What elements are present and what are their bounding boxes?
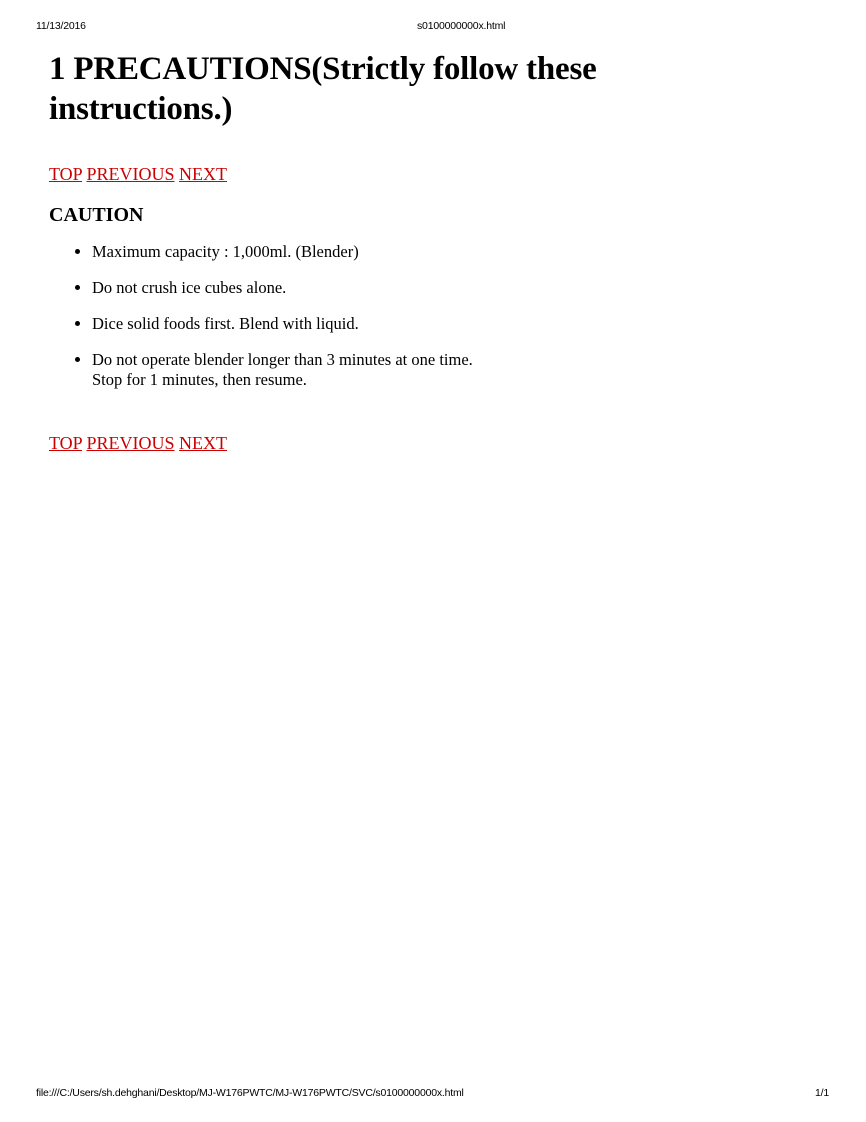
- caution-item-text-continued: Stop for 1 minutes, then resume.: [92, 370, 307, 389]
- caution-list: [49, 242, 749, 390]
- caution-item-text: • Dice solid foods first. Blend with liquid.: [92, 314, 359, 333]
- next-link[interactable]: NEXT: [179, 433, 228, 453]
- caution-item: [92, 350, 749, 390]
- top-navigation: [49, 163, 749, 185]
- caution-item: [92, 278, 749, 298]
- bottom-navigation: [49, 432, 749, 454]
- caution-item: [92, 242, 749, 262]
- print-page-number: 1/1: [815, 1087, 829, 1099]
- top-link[interactable]: TOP: [49, 433, 83, 453]
- previous-link[interactable]: PREVIOUS: [86, 164, 175, 184]
- print-header: [36, 20, 829, 34]
- print-footer: [36, 1087, 829, 1101]
- document-content: [49, 49, 749, 454]
- page-title: 1 PRECAUTIONS(Strictly follow these instructions.): [49, 51, 597, 127]
- caution-item-text: • Do not crush ice cubes alone.: [92, 278, 287, 297]
- previous-link[interactable]: PREVIOUS: [86, 433, 175, 453]
- next-link[interactable]: NEXT: [179, 164, 228, 184]
- caution-item-text: • Do not operate blender longer than 3 minutes at one time.: [92, 350, 473, 369]
- caution-heading: CAUTION: [49, 204, 144, 226]
- top-link[interactable]: TOP: [49, 164, 83, 184]
- print-date: 11/13/2016: [36, 20, 86, 32]
- print-filename: s0100000000x.html: [417, 20, 506, 32]
- print-url: file:///C:/Users/sh.dehghani/Desktop/MJ-W176PWTC/MJ-W176PWTC/SVC/s0100000000x.html: [36, 1087, 464, 1099]
- caution-item-text: • Maximum capacity : 1,000ml. (Blender): [92, 242, 359, 261]
- caution-item: [92, 314, 749, 334]
